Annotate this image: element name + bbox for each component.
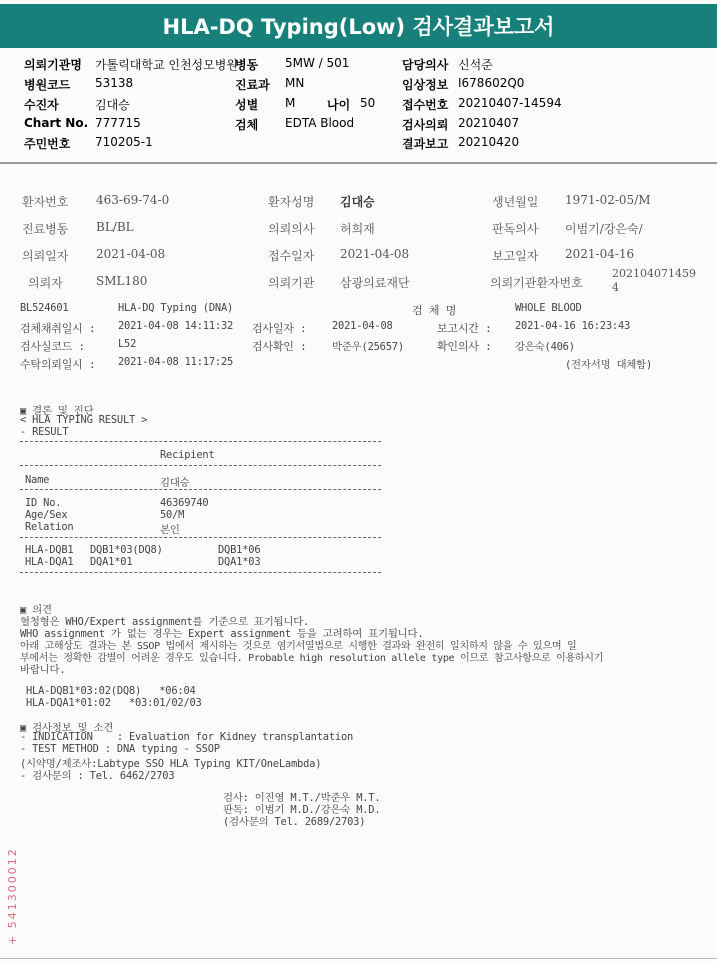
patient-value: 4 [612,281,619,294]
specimen-label: 검체채취일시 : [20,322,96,335]
test-info-title: ▣ 검사정보 및 소견 [20,722,114,734]
label-doctor: 담당의사 [402,58,449,72]
result-subtitle: < HLA TYPING RESULT > [20,414,148,426]
e-signature-note: (전자서명 대체함) [565,359,653,371]
patient-label: 의뢰기관 [268,276,315,290]
recipient-header: Recipient [160,449,215,461]
patient-label: 의뢰자 [28,276,63,290]
result-subtitle: - RESULT [20,426,69,438]
opinion-line: 바랍니다. [20,664,66,676]
label-test-request: 검사의뢰 [402,118,449,132]
value-test-request: 20210407 [458,116,520,130]
value-sex: M [285,96,296,110]
relation-value: 본인 [160,524,180,536]
specimen-label: 확인의사 : [437,340,492,353]
specimen-value: L52 [118,338,137,350]
name-value: 김대승 [160,477,190,489]
patient-value: SML180 [96,274,148,288]
value-doctor: 신석준 [458,58,493,72]
label-department: 진료과 [235,78,270,92]
specimen-value: 2021-04-08 11:17:25 [118,356,234,368]
patient-value: 2021-04-08 [96,247,166,261]
label-chart-no: Chart No. [24,116,89,130]
opinion-title: ▣ 의견 [20,604,52,616]
specimen-name-value: WHOLE BLOOD [515,302,582,314]
table-divider [20,441,381,442]
dqb1-allele-1: DQB1*03(DQ8) [90,544,163,556]
table-divider [20,572,381,573]
label-receipt-number: 접수번호 [402,98,449,112]
specimen-value: 강은숙(406) [515,341,575,353]
dqb1-allele-2: DQB1*06 [218,544,261,556]
value-receipt-number: 20210407-14594 [458,96,562,110]
value-chart-no: 777715 [95,116,141,130]
opinion-line: WHO assignment 가 없는 경우는 Expert assignment 등을 고려하여 표기됩니다. [20,628,424,640]
value-resident-number: 710205-1 [95,135,153,149]
opinion-line: 혈청형은 WHO/Expert assignment를 기준으로 표기됩니다. [20,616,310,628]
high-res-dqa1: HLA-DQA1*01:02 *03:01/02/03 [26,697,202,709]
patient-value: 삼광의료재단 [340,276,410,290]
patient-value: 이범기/강은숙/ [565,222,643,236]
page-bottom-edge [0,958,717,959]
specimen-label: 검사일자 : [252,322,307,335]
patient-value: 1971-02-05/M [565,193,651,207]
patient-value: 허희재 [340,222,375,236]
relation-label: Relation [25,521,74,533]
label-ward: 병동 [235,58,259,72]
specimen-label: 검사확인 : [252,340,307,353]
age-sex-value: 50/M [160,509,185,521]
table-divider [20,465,381,466]
specimen-name-label: 검 체 명 [412,304,457,317]
patient-label: 생년월일 [492,195,539,209]
value-examinee: 김대승 [95,98,130,112]
label-age: 나이 [327,98,351,112]
label-specimen: 검체 [235,118,259,132]
report-title: HLA-DQ Typing(Low) 검사결과보고서 [0,4,717,48]
signature-line: 검사: 이진영 M.T./박준우 M.T. [223,792,381,804]
label-result-report: 결과보고 [402,137,449,151]
specimen-value: 2021-04-16 16:23:43 [515,320,631,332]
specimen-value: 박준우(25657) [332,341,404,353]
patient-value: BL/BL [96,220,134,234]
patient-label: 판독의사 [492,222,539,236]
specimen-code: BL524601 [20,302,69,314]
result-section-title: ▣ 결론 및 진단 [20,405,94,417]
specimen-value: 2021-04-08 14:11:32 [118,320,234,332]
opinion-line: 아래 고해상도 결과는 본 SSOP 법에서 제시하는 것으로 염기서열법으로 시행한 결과와 완전히 일치하지 않을 수 있으며 일 [20,641,577,652]
document-serial-stamp: + 541300012 [6,847,19,945]
table-divider [20,489,381,490]
opinion-line: 부에서는 정확한 감별이 어려운 경우도 있습니다. Probable high resolution allele type 이므로 참고사항으로 이용하시기 [20,653,604,664]
patient-value: 2021-04-16 [565,247,635,261]
value-clinical-info: I678602Q0 [458,76,525,90]
value-ward: 5MW / 501 [285,56,350,70]
table-divider [20,537,381,538]
patient-label: 환자성명 [268,195,315,209]
name-label: Name [25,474,50,486]
patient-label: 접수일자 [268,249,315,263]
signature-line: 판독: 이범기 M.D./강은숙 M.D. [223,804,381,816]
label-sex: 성별 [235,98,259,112]
test-info-line: - 검사문의 : Tel. 6462/2703 [20,770,175,782]
dqa1-allele-1: DQA1*01 [90,556,133,568]
age-sex-label: Age/Sex [25,509,68,521]
patient-value: 김대승 [340,195,375,209]
test-info-line: (시약명/제조사:Labtype SSO HLA Typing KIT/OneLambda) [20,758,322,770]
specimen-test: HLA-DQ Typing (DNA) [118,302,234,314]
patient-value: 2021-04-08 [340,247,410,261]
specimen-label: 검사실코드 : [20,340,85,353]
value-age: 50 [360,96,376,110]
high-res-dqb1: HLA-DQB1*03:02(DQ8) *06:04 [26,685,196,697]
patient-label: 의뢰의사 [268,222,315,236]
value-referring-institution: 가톨릭대학교 인천성모병원 [95,58,238,72]
specimen-label: 수탁의뢰일시 : [20,358,96,371]
label-examinee: 수진자 [24,98,59,112]
value-department: MN [285,76,305,90]
patient-label: 의뢰일자 [22,249,69,263]
test-info-line: - INDICATION : Evaluation for Kidney transplantation [20,731,354,743]
label-hospital-code: 병원코드 [24,78,71,92]
specimen-label: 보고시간 : [437,322,492,335]
dqa1-label: HLA-DQA1 [25,556,74,568]
patient-value: 202104071459 [612,267,696,280]
label-resident-number: 주민번호 [24,137,71,151]
patient-label: 보고일자 [492,249,539,263]
patient-value: 463-69-74-0 [96,193,170,207]
label-referring-institution: 의뢰기관명 [24,58,82,72]
dqa1-allele-2: DQA1*03 [218,556,261,568]
signature-line: (검사문의 Tel. 2689/2703) [223,816,366,828]
value-hospital-code: 53138 [95,76,134,90]
label-clinical-info: 임상정보 [402,78,449,92]
patient-label: 환자번호 [22,195,69,209]
patient-label: 진료병동 [22,222,69,236]
specimen-value: 2021-04-08 [332,320,393,332]
value-result-report: 20210420 [458,135,520,149]
patient-label: 의뢰기관환자번호 [490,276,583,290]
header-divider [0,162,717,164]
id-label: ID No. [25,497,62,509]
dqb1-label: HLA-DQB1 [25,544,74,556]
test-info-line: - TEST METHOD : DNA typing - SSOP [20,743,220,755]
id-value: 46369740 [160,497,209,509]
value-specimen: EDTA Blood [285,116,355,130]
